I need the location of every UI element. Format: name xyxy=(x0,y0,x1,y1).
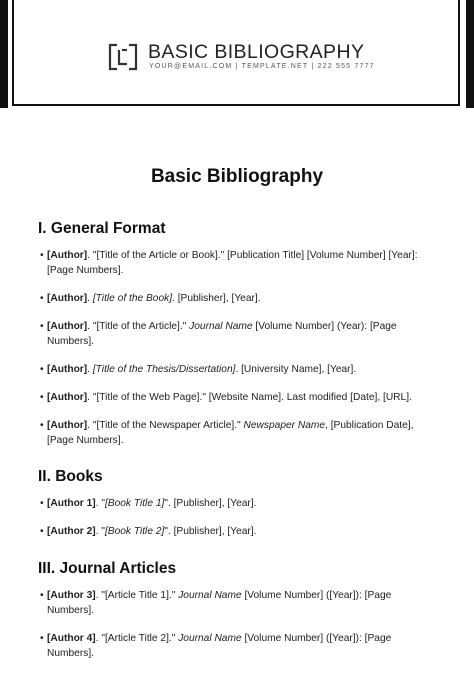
entry-text: , [Publication Date], [Page Numbers]. xyxy=(47,420,414,446)
entry-text: [Volume Number] ([Year]): [Page Numbers]. xyxy=(47,590,392,616)
section-heading: I. General Format xyxy=(38,220,166,237)
entry-author: [Author] xyxy=(47,364,88,375)
entry-text: . "[Article Title 2]." xyxy=(95,633,179,644)
right-frame-bar xyxy=(466,0,474,108)
left-frame-bar xyxy=(0,0,8,108)
entry-author: [Author] xyxy=(47,250,88,261)
entry-italic-title: Journal Name xyxy=(178,633,242,644)
list-item xyxy=(38,418,418,448)
entry-text: . "[Title of the Article or Book]." [Publication Title] [Volume Number] [Year]: [Page Numbers]. xyxy=(47,250,418,276)
section-general-format xyxy=(38,220,418,461)
section-journal-articles xyxy=(38,560,418,674)
list-item xyxy=(38,390,418,405)
section-heading: III. Journal Articles xyxy=(38,560,177,577)
entry-author: [Author] xyxy=(47,293,88,304)
entry-author: [Author 2] xyxy=(47,526,96,537)
entry-italic-title: [Title of the Book] xyxy=(92,293,173,304)
bracket-logo-icon xyxy=(108,43,138,71)
entry-italic-title: [Book Title 1] xyxy=(104,498,165,509)
entry-text: . "[Title of the Web Page]." [Website Name]. Last modified [Date], [URL]. xyxy=(87,392,412,403)
list-item xyxy=(38,524,256,539)
list-item xyxy=(38,588,418,618)
list-item xyxy=(38,631,418,661)
document-title: Basic Bibliography xyxy=(150,166,324,187)
list-item xyxy=(38,248,418,278)
brand-contact-line: YOUR@EMAIL.COM | TEMPLATE.NET | 222 555 7777 xyxy=(149,63,375,70)
entry-text: ". [Publisher], [Year]. xyxy=(164,526,257,537)
entry-italic-title: Journal Name xyxy=(178,590,242,601)
entry-text: [Volume Number] ([Year]): [Page Numbers]. xyxy=(47,633,392,659)
entry-author: [Author] xyxy=(47,392,88,403)
entry-author: [Author] xyxy=(47,321,88,332)
entry-text: ". [Publisher], [Year]. xyxy=(164,498,257,509)
entry-author: [Author] xyxy=(47,420,88,431)
entry-text: . xyxy=(87,293,93,304)
list-item xyxy=(38,291,418,306)
entry-italic-title: Journal Name xyxy=(189,321,253,332)
list-item xyxy=(38,319,418,349)
entry-italic-title: [Book Title 2] xyxy=(104,526,165,537)
section-heading: II. Books xyxy=(38,468,103,485)
entry-text: . "[Title of the Article]." xyxy=(87,321,190,332)
entry-author: [Author 4] xyxy=(47,633,96,644)
entry-text: . xyxy=(87,364,93,375)
entry-text: [Volume Number] (Year): [Page Numbers]. xyxy=(47,321,397,347)
entry-italic-title: [Title of the Thesis/Dissertation] xyxy=(92,364,236,375)
entry-author: [Author 3] xyxy=(47,590,96,601)
entry-text: . " xyxy=(95,526,105,537)
list-item xyxy=(38,496,256,511)
entry-author: [Author 1] xyxy=(47,498,96,509)
entry-text: . [Publisher], [Year]. xyxy=(172,293,261,304)
entry-text: . [University Name], [Year]. xyxy=(235,364,357,375)
list-item xyxy=(38,362,418,377)
entry-text: . " xyxy=(95,498,105,509)
section-books xyxy=(38,468,256,552)
entry-italic-title: Newspaper Name xyxy=(243,420,326,431)
letterhead xyxy=(12,0,460,106)
entry-text: . "[Article Title 1]." xyxy=(95,590,179,601)
entry-text: . "[Title of the Newspaper Article]." xyxy=(87,420,244,431)
brand-title: BASIC BIBLIOGRAPHY xyxy=(148,41,365,63)
